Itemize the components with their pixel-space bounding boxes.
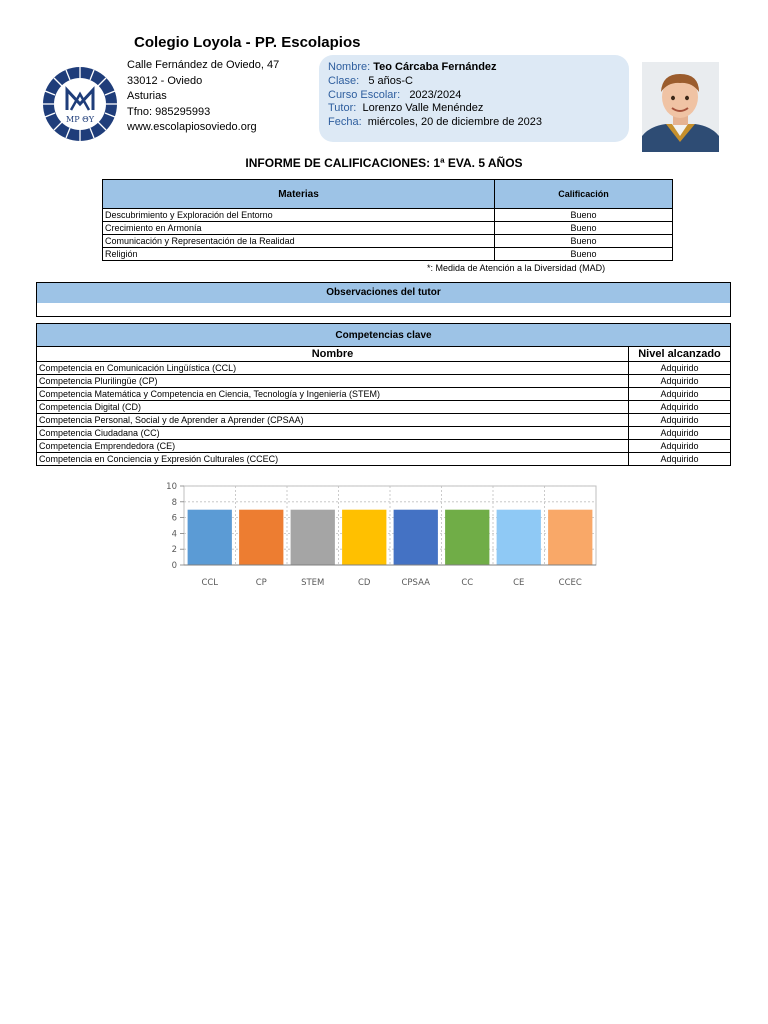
competency-name-header: Nombre: [37, 347, 629, 362]
competency-level: Adquirido: [629, 453, 731, 466]
x-tick-label: CCL: [201, 578, 219, 588]
year-label: Curso Escolar:: [328, 88, 401, 101]
competency-level: Adquirido: [629, 362, 731, 375]
logo-text: MP ΘΥ: [66, 115, 94, 124]
competency-name: Competencia Matemática y Competencia en Ciencia, Tecnología y Ingeniería (STEM): [37, 388, 629, 401]
competency-level: Adquirido: [629, 375, 731, 388]
class-label: Clase:: [328, 74, 360, 87]
x-tick-label: CE: [513, 578, 525, 588]
x-tick-label: STEM: [301, 578, 325, 588]
address-line: Calle Fernández de Oviedo, 47: [127, 59, 280, 71]
table-row: [37, 414, 731, 427]
competency-level: Adquirido: [629, 414, 731, 427]
competency-name: Competencia en Conciencia y Expresión Culturales (CCEC): [37, 453, 629, 466]
competencies-title: Competencias clave: [37, 324, 731, 347]
bar-cd: [342, 510, 386, 565]
bar-ccec: [548, 510, 592, 565]
school-name: Colegio Loyola - PP. Escolapios: [134, 34, 361, 51]
school-address: [127, 58, 279, 136]
x-tick-label: CCEC: [558, 578, 582, 588]
subject-name: Religión: [103, 248, 495, 261]
subject-grade: Bueno: [495, 248, 673, 261]
subject-name: Descubrimiento y Exploración del Entorno: [103, 209, 495, 222]
subject-name: Comunicación y Representación de la Realidad: [103, 235, 495, 248]
report-title: INFORME DE CALIFICACIONES: 1ª EVA. 5 AÑOS: [245, 156, 523, 170]
tutor-label: Tutor:: [328, 102, 357, 115]
name-label: Nombre:: [328, 61, 371, 73]
x-tick-label: CP: [255, 578, 267, 588]
subject-grade: Bueno: [495, 222, 673, 235]
table-row: [103, 235, 673, 248]
competency-name: Competencia en Comunicación Lingüística (CCL): [37, 362, 629, 375]
table-row: [37, 401, 731, 414]
grade-header: Calificación: [495, 180, 673, 209]
competency-level: Adquirido: [629, 427, 731, 440]
student-name: Teo Cárcaba Fernández: [373, 61, 497, 73]
table-row: [37, 440, 731, 453]
competency-level-header: Nivel alcanzado: [629, 347, 731, 362]
table-row: [103, 222, 673, 235]
subjects-table: [102, 179, 673, 261]
student-photo: [642, 62, 719, 152]
address-line: 33012 - Oviedo: [127, 74, 203, 87]
competency-name: Competencia Ciudadana (CC): [37, 427, 629, 440]
table-row: [37, 427, 731, 440]
competency-name: Competencia Personal, Social y de Aprender a Aprender (CPSAA): [37, 414, 629, 427]
bar-ce: [497, 510, 541, 565]
subject-grade: Bueno: [495, 235, 673, 248]
mad-note: *: Medida de Atención a la Diversidad (MAD): [427, 263, 606, 273]
y-tick-label: 6: [171, 513, 177, 524]
bar-stem: [291, 510, 335, 565]
competency-name: Competencia Emprendedora (CE): [37, 440, 629, 453]
school-logo-icon: [40, 66, 120, 142]
table-row: [103, 248, 673, 261]
table-row: [37, 375, 731, 388]
address-line: Asturias: [127, 90, 167, 102]
x-tick-label: CD: [358, 578, 371, 588]
competency-level: Adquirido: [629, 440, 731, 453]
tutor-name: Lorenzo Valle Menéndez: [362, 102, 484, 115]
observations-header: Observaciones del tutor: [37, 283, 730, 303]
table-row: [37, 362, 731, 375]
y-tick-label: 8: [171, 497, 177, 508]
table-row: [37, 388, 731, 401]
competency-level: Adquirido: [629, 401, 731, 414]
school-year: 2023/2024: [409, 88, 462, 101]
subject-grade: Bueno: [495, 209, 673, 222]
x-tick-label: CPSAA: [401, 578, 430, 588]
table-row: [103, 209, 673, 222]
y-tick-label: 4: [171, 529, 177, 540]
competency-name: Competencia Digital (CD): [37, 401, 629, 414]
subjects-header: Materias: [103, 180, 495, 209]
date-label: Fecha:: [328, 116, 362, 129]
subject-name: Crecimiento en Armonía: [103, 222, 495, 235]
observations-box: [36, 282, 731, 317]
y-tick-label: 2: [171, 545, 177, 556]
student-info: [328, 61, 542, 130]
phone-line: Tfno: 985295993: [127, 105, 211, 118]
competencies-table: [36, 323, 731, 466]
competencies-chart: [160, 478, 600, 590]
bar-cpsaa: [394, 510, 438, 565]
student-class: 5 años-C: [368, 74, 413, 87]
competency-level: Adquirido: [629, 388, 731, 401]
report-date: miércoles, 20 de diciembre de 2023: [367, 116, 543, 129]
bar-cc: [445, 510, 489, 565]
y-tick-label: 0: [171, 561, 177, 571]
x-tick-label: CC: [461, 578, 474, 588]
table-row: [37, 453, 731, 466]
competency-name: Competencia Plurilingüe (CP): [37, 375, 629, 388]
bar-ccl: [188, 510, 232, 565]
website-line: www.escolapiosoviedo.org: [127, 121, 257, 133]
bar-cp: [239, 510, 283, 565]
y-tick-label: 10: [166, 482, 177, 492]
